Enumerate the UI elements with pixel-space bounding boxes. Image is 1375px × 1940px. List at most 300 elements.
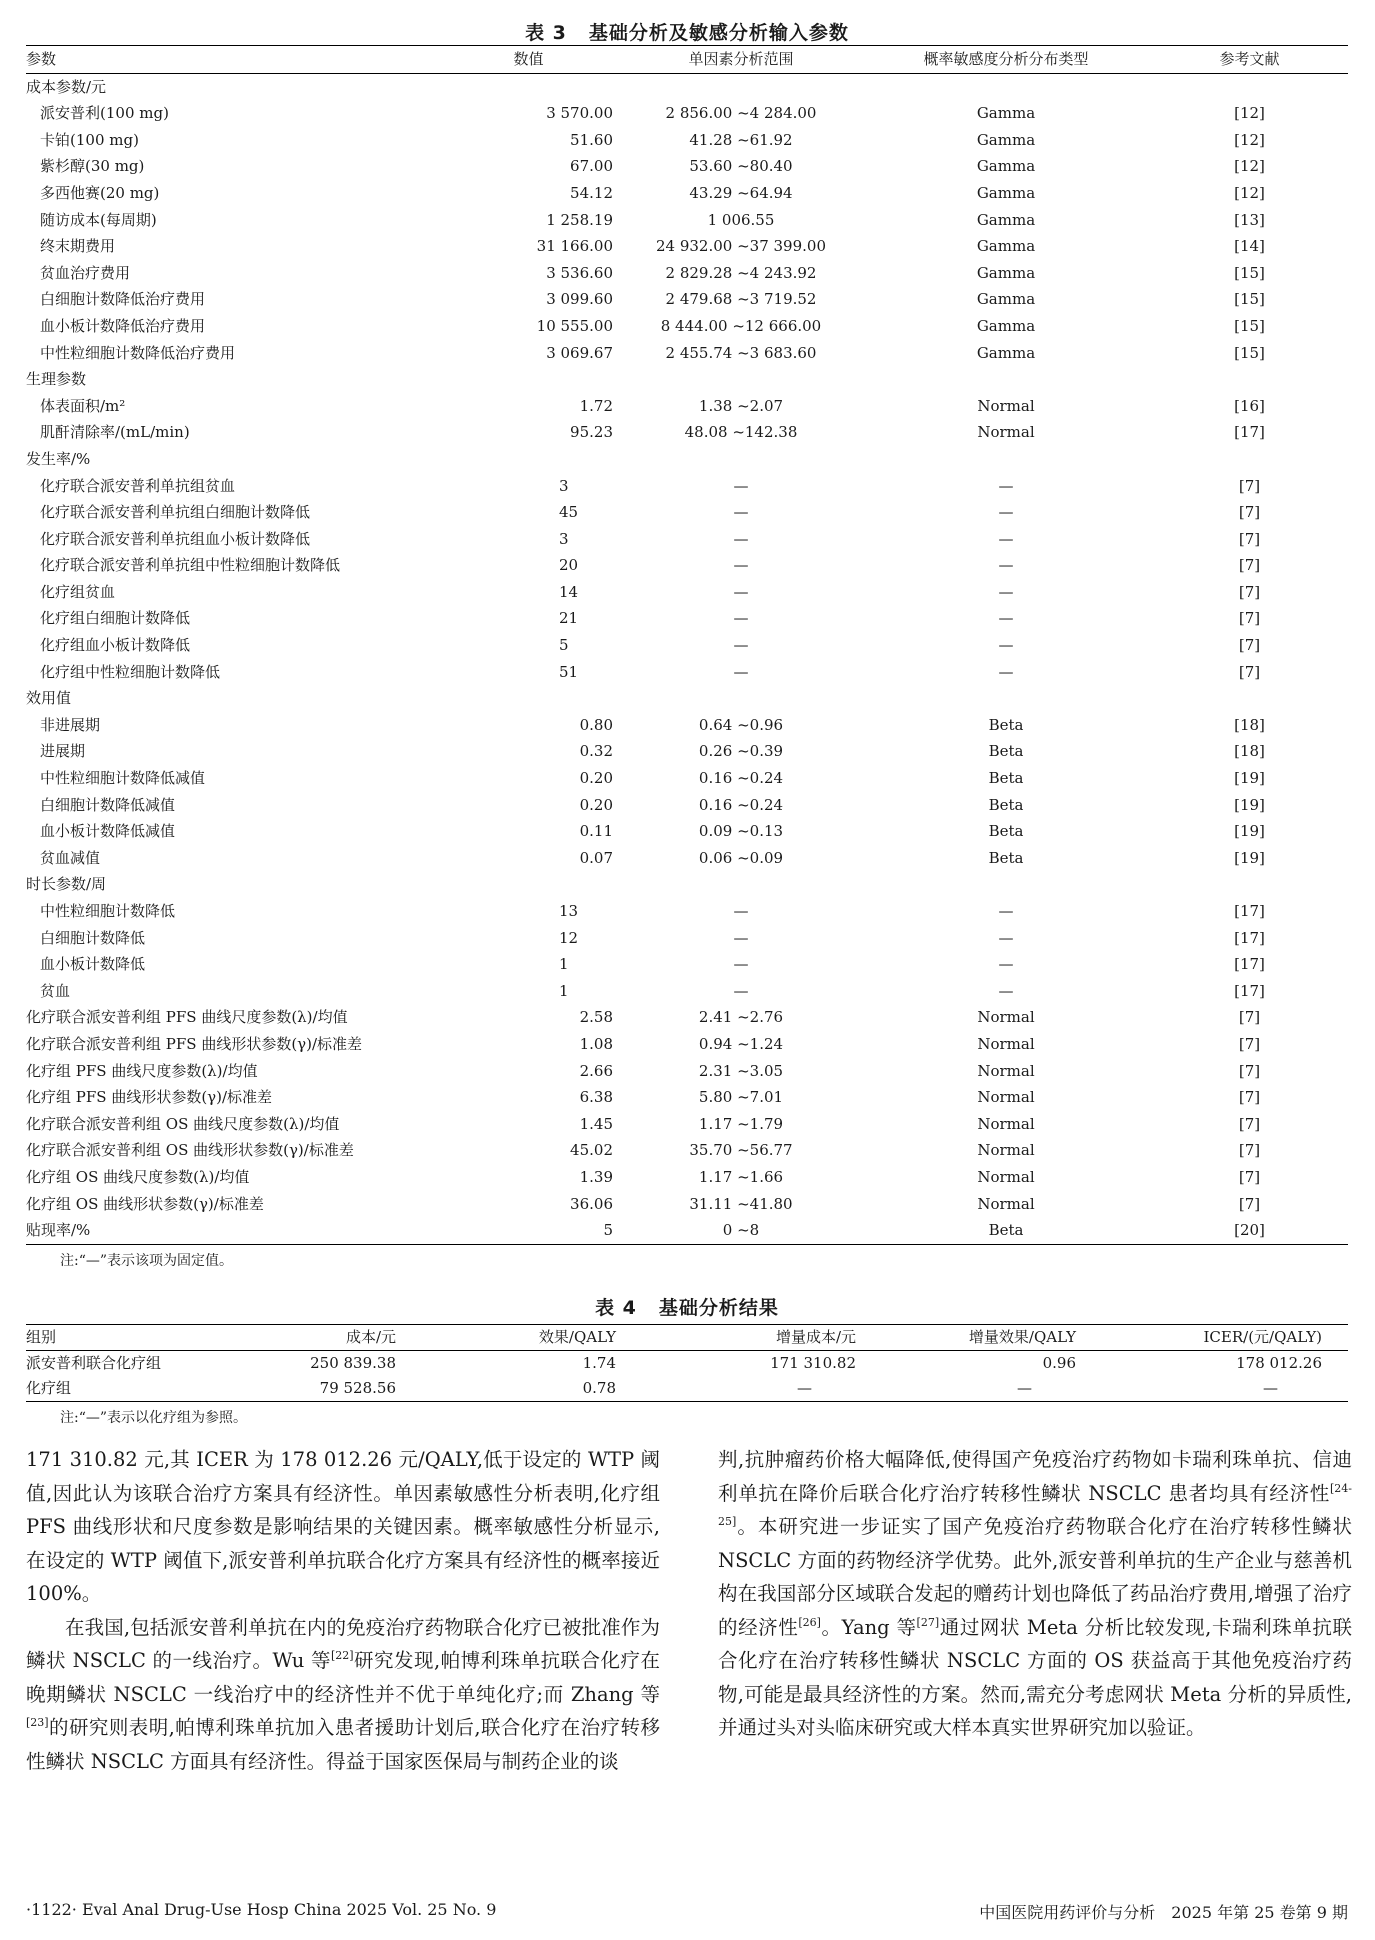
table-row [26, 127, 1348, 154]
param-dist: Beta [988, 715, 1024, 734]
citation-23: [23] [26, 1716, 49, 1729]
table-row [26, 526, 1348, 553]
table4-caption [26, 1293, 1348, 1320]
param-name: 化疗联合派安普利组 PFS 曲线尺度参数(λ)/均值 [26, 1008, 348, 1027]
param-range: 2 829.28 ~4 243.92 [665, 263, 817, 282]
param-value: 1 [559, 981, 569, 1000]
param-range: 0.94 ~1.24 [698, 1034, 784, 1053]
param-name: 贫血减值 [40, 848, 101, 867]
table-row [26, 1350, 1348, 1376]
param-range: — [733, 556, 749, 575]
param-name: 派安普利(100 mg) [40, 104, 169, 123]
param-value: 5 [559, 636, 569, 655]
param-dist: — [998, 556, 1014, 575]
param-range: 0.09 ~0.13 [698, 822, 784, 841]
param-value: 10 555.00 [536, 316, 613, 335]
param-ref: [16] [1234, 396, 1265, 415]
param-dist: Beta [988, 742, 1024, 761]
table-row [26, 1137, 1348, 1164]
table-row [26, 765, 1348, 792]
param-value: 31 166.00 [536, 237, 613, 256]
citation-22: [22] [330, 1649, 354, 1662]
param-range: 2 856.00 ~4 284.00 [665, 104, 817, 123]
param-ref: [7] [1238, 662, 1261, 681]
table-row [26, 419, 1348, 446]
param-dist: — [998, 662, 1014, 681]
table4-inc-cost: — [616, 1376, 856, 1402]
param-dist: Normal [977, 1008, 1035, 1027]
param-value: 0.32 [579, 742, 613, 761]
param-ref: [18] [1234, 742, 1265, 761]
param-range: 0.26 ~0.39 [698, 742, 784, 761]
param-ref: [7] [1238, 636, 1261, 655]
param-name: 化疗联合派安普利单抗组血小板计数降低 [40, 529, 311, 548]
param-ref: [7] [1238, 503, 1261, 522]
table3-caption [26, 18, 1348, 45]
param-dist: Normal [977, 1194, 1035, 1213]
param-name: 进展期 [40, 742, 86, 761]
param-name: 体表面积/m² [40, 396, 126, 415]
table3-header-ref: 参考文献 [1151, 46, 1348, 74]
param-value: 51 [559, 662, 579, 681]
param-value: 20 [559, 556, 579, 575]
table-row [26, 233, 1348, 260]
param-value: 1 [559, 955, 569, 974]
param-value: 95.23 [570, 423, 613, 442]
param-value: 3 099.60 [546, 290, 613, 309]
param-range: 1 006.55 [707, 210, 775, 229]
param-dist: Gamma [976, 343, 1036, 362]
param-value: 3 570.00 [546, 104, 613, 123]
table-row [26, 473, 1348, 500]
left-p2-part-a: 在我国,包括派安普利单抗在内的免疫治疗药物联合化疗已被批准作为鳞状 NSCLC 的一线治疗。Wu 等 [26, 1615, 660, 1672]
param-range: 48.08 ~142.38 [684, 423, 798, 442]
param-name: 化疗联合派安普利组 OS 曲线尺度参数(λ)/均值 [26, 1114, 340, 1133]
param-dist: — [998, 529, 1014, 548]
param-ref: [13] [1234, 210, 1265, 229]
footer-left: ·1122· Eval Anal Drug-Use Hosp China 2025 Vol. 25 No. 9 [26, 1900, 497, 1919]
param-dist: Normal [977, 1141, 1035, 1160]
table3-section-row [26, 871, 1348, 898]
page [26, 18, 1348, 1430]
param-ref: [19] [1234, 795, 1265, 814]
param-range: — [733, 582, 749, 601]
table-row [26, 605, 1348, 632]
param-ref: [19] [1234, 769, 1265, 788]
param-ref: [7] [1238, 582, 1261, 601]
param-ref: [17] [1234, 902, 1265, 920]
param-name: 化疗组中性粒细胞计数降低 [40, 662, 221, 681]
param-dist: Normal [977, 423, 1035, 442]
right-part-a: 判,抗肿瘤药价格大幅降低,使得国产免疫治疗药物如卡瑞利珠单抗、信迪利单抗在降价后联合化疗治疗转移性鳞状 NSCLC 患者均具有经济性 [718, 1448, 1352, 1505]
param-range: 43.29 ~64.94 [689, 183, 793, 202]
table3-section-row [26, 685, 1348, 712]
param-name: 化疗组血小板计数降低 [40, 636, 191, 655]
param-range: 1.17 ~1.66 [698, 1167, 784, 1186]
param-dist: — [998, 503, 1014, 522]
param-value: 51.60 [570, 130, 613, 149]
table3-section-row [26, 73, 1348, 100]
table4 [26, 1324, 1348, 1402]
param-value: 3 [559, 529, 569, 548]
param-range: — [733, 981, 749, 1000]
footer-right: 中国医院用药评价与分析 2025 年第 25 卷第 9 期 [979, 1903, 1348, 1922]
param-range: 35.70 ~56.77 [689, 1141, 793, 1160]
param-ref: [7] [1238, 1061, 1261, 1080]
param-value: 1 258.19 [546, 210, 613, 229]
param-ref: [7] [1238, 1008, 1261, 1027]
param-name: 化疗联合派安普利单抗组中性粒细胞计数降低 [40, 556, 341, 575]
param-ref: [17] [1234, 423, 1265, 442]
table4-effect: 1.74 [582, 1353, 616, 1372]
param-ref: [20] [1151, 1217, 1348, 1244]
table-row [26, 659, 1348, 686]
table4-icer: 178 012.26 [1236, 1353, 1322, 1372]
right-part-c: 。Yang 等 [820, 1615, 917, 1639]
param-ref: [7] [1238, 1141, 1261, 1160]
param-name: 化疗组贫血 [40, 582, 116, 601]
param-range: — [733, 476, 749, 495]
right-paragraph [718, 1443, 1352, 1745]
citation-27: [27] [916, 1615, 940, 1629]
param-name: 贫血治疗费用 [40, 263, 131, 282]
table-row [26, 818, 1348, 845]
table4-note: 注:“—”表示以化疗组为参照。 [60, 1409, 248, 1426]
param-range: — [733, 928, 749, 947]
param-ref: [7] [1238, 609, 1261, 628]
param-dist: Normal [977, 1114, 1035, 1133]
table-row [26, 1217, 1348, 1244]
param-dist: — [998, 582, 1014, 601]
table4-body [26, 1350, 1348, 1401]
table-row [26, 552, 1348, 579]
param-ref: [15] [1234, 343, 1265, 362]
param-dist: Gamma [976, 210, 1036, 229]
param-ref: [7] [1238, 1194, 1261, 1213]
param-range: 0.06 ~0.09 [698, 848, 784, 867]
param-range: 31.11 ~41.80 [689, 1194, 793, 1213]
param-dist: — [998, 981, 1014, 1000]
param-dist: Normal [977, 1088, 1035, 1107]
table4-icer: — [1076, 1376, 1348, 1402]
table4-header-cost: 成本/元 [216, 1324, 396, 1350]
param-range: 0.16 ~0.24 [698, 795, 784, 814]
param-range: 8 444.00 ~12 666.00 [660, 316, 822, 335]
table3-number: 表 3 [525, 22, 567, 44]
table-row [26, 180, 1348, 207]
param-dist: Beta [988, 848, 1024, 867]
table4-cost: 79 528.56 [216, 1376, 396, 1402]
citation-26: [26] [798, 1615, 821, 1629]
param-name: 随访成本(每周期) [40, 210, 157, 229]
param-value: 2.66 [579, 1061, 613, 1080]
table3-header-row [26, 46, 1348, 74]
param-name: 多西他赛(20 mg) [40, 183, 160, 202]
param-name: 紫杉醇(30 mg) [40, 157, 145, 176]
param-ref: [12] [1234, 183, 1265, 202]
right-part-b: 。本研究进一步证实了国产免疫治疗药物联合化疗在治疗转移性鳞状 NSCLC 方面的药物经济学优势。此外,派安普利单抗的生产企业与慈善机构在我国部分区域联合发起的赠药计划也降低了药品治疗费用,增强了治疗的经济性 [718, 1515, 1352, 1639]
param-name: 中性粒细胞计数降低 [40, 902, 176, 920]
param-name: 卡铂(100 mg) [40, 130, 139, 149]
table-row [26, 1191, 1348, 1218]
param-ref: [7] [1238, 476, 1261, 495]
table-row [26, 632, 1348, 659]
param-ref: [17] [1234, 955, 1265, 974]
param-dist: Beta [988, 822, 1024, 841]
param-name: 化疗联合派安普利组 OS 曲线形状参数(γ)/标准差 [26, 1141, 354, 1160]
table-row [26, 712, 1348, 739]
param-value: 45 [559, 503, 579, 522]
param-range: — [733, 636, 749, 655]
table3-section-label: 时长参数/周 [26, 875, 107, 894]
param-value: 54.12 [570, 183, 613, 202]
right-column [718, 1443, 1352, 1745]
table4-header-row [26, 1324, 1348, 1350]
param-dist: Gamma [976, 316, 1036, 335]
table-row [26, 1031, 1348, 1058]
table4-number: 表 4 [595, 1296, 637, 1319]
param-dist: — [998, 955, 1014, 974]
param-value: 21 [559, 609, 579, 628]
table3-header-dist: 概率敏感度分析分布类型 [861, 46, 1151, 74]
param-ref: [7] [1238, 529, 1261, 548]
table-row [26, 260, 1348, 287]
param-name: 化疗组 PFS 曲线尺度参数(λ)/均值 [26, 1061, 258, 1080]
table-row [26, 738, 1348, 765]
param-dist: — [998, 928, 1014, 947]
table-row [26, 845, 1348, 872]
param-dist: Gamma [976, 157, 1036, 176]
param-dist: — [998, 902, 1014, 920]
param-ref: [18] [1234, 715, 1265, 734]
param-range: — [733, 662, 749, 681]
param-dist: Normal [977, 1034, 1035, 1053]
table4-group: 化疗组 [26, 1376, 216, 1402]
param-name: 中性粒细胞计数降低减值 [40, 769, 206, 788]
param-value: 6.38 [579, 1088, 613, 1107]
table4-effect: 0.78 [396, 1376, 616, 1402]
table-row [26, 579, 1348, 606]
param-dist: Beta [861, 1217, 1151, 1244]
param-name: 贫血 [40, 981, 71, 1000]
param-name: 血小板计数降低 [40, 955, 146, 974]
table4-header-inc-effect: 增量效果/QALY [856, 1324, 1076, 1350]
table-row [26, 207, 1348, 234]
param-value: 1.08 [579, 1034, 613, 1053]
param-dist: Normal [977, 1061, 1035, 1080]
param-dist: — [998, 476, 1014, 495]
param-name: 化疗组 PFS 曲线形状参数(γ)/标准差 [26, 1088, 273, 1107]
param-value: 5 [436, 1217, 621, 1244]
param-dist: Gamma [976, 263, 1036, 282]
param-range: — [733, 529, 749, 548]
table3-header-range: 单因素分析范围 [621, 46, 861, 74]
param-value: 1.45 [579, 1114, 613, 1133]
left-p2-part-b: 研究发现,帕博利珠单抗联合化疗在晚期鳞状 NSCLC 一线治疗中的经济性并不优于单纯化疗;而 Zhang 等 [26, 1649, 660, 1706]
param-value: 3 [559, 476, 569, 495]
param-dist: Normal [977, 396, 1035, 415]
param-name: 白细胞计数降低 [40, 928, 146, 947]
table4-inc-effect: — [856, 1376, 1076, 1402]
param-value: 13 [559, 902, 579, 920]
param-range: — [733, 503, 749, 522]
param-range: 0.64 ~0.96 [698, 715, 784, 734]
param-range: 1.17 ~1.79 [698, 1114, 784, 1133]
param-range: 1.38 ~2.07 [698, 396, 784, 415]
param-range: 5.80 ~7.01 [698, 1088, 784, 1107]
table4-header-inc-cost: 增量成本/元 [616, 1324, 856, 1350]
param-name: 化疗组 OS 曲线尺度参数(λ)/均值 [26, 1167, 250, 1186]
table4-cost: 250 839.38 [310, 1353, 396, 1372]
table-row [26, 1058, 1348, 1085]
param-value: 1.39 [579, 1167, 613, 1186]
param-ref: [7] [1238, 1167, 1261, 1186]
param-range: 2.41 ~2.76 [698, 1008, 784, 1027]
table4-inc-effect: 0.96 [1042, 1353, 1076, 1372]
table-row [26, 951, 1348, 978]
param-name: 化疗组白细胞计数降低 [40, 609, 191, 628]
param-value: 3 536.60 [546, 263, 613, 282]
table3-section-label: 发生率/% [26, 449, 91, 468]
table3-body [26, 73, 1348, 1244]
param-name: 中性粒细胞计数降低治疗费用 [40, 343, 236, 362]
table-row [26, 313, 1348, 340]
table4-header-icer: ICER/(元/QALY) [1076, 1324, 1348, 1350]
table-row [26, 978, 1348, 1005]
table-row [26, 898, 1348, 925]
left-p2-part-c: 的研究则表明,帕博利珠单抗加入患者援助计划后,联合化疗在治疗转移性鳞状 NSCLC 方面具有经济性。得益于国家医保局与制药企业的谈 [26, 1716, 660, 1773]
param-name: 化疗联合派安普利组 PFS 曲线形状参数(γ)/标准差 [26, 1034, 363, 1053]
left-paragraph-1: 171 310.82 元,其 ICER 为 178 012.26 元/QALY,低于设定的 WTP 阈值,因此认为该联合治疗方案具有经济性。单因素敏感性分析表明,化疗组 PFS 曲线形状和尺度参数是影响结果的关键因素。概率敏感性分析显示,在设定的 WTP 阈值下,派安普利单抗联合化疗方案具有经济性的概率接近 100%。 [26, 1448, 660, 1605]
param-ref: [14] [1234, 237, 1265, 256]
table-row [26, 1004, 1348, 1031]
table3-section-row [26, 366, 1348, 393]
table3 [26, 45, 1348, 1245]
param-range: 2 479.68 ~3 719.52 [665, 290, 817, 309]
param-range: — [733, 902, 749, 920]
param-name: 白细胞计数降低减值 [40, 795, 176, 814]
param-dist: Gamma [976, 104, 1036, 123]
param-range: — [733, 955, 749, 974]
param-ref: [12] [1234, 130, 1265, 149]
param-range: 0 ~8 [621, 1217, 861, 1244]
param-range: 0.16 ~0.24 [698, 769, 784, 788]
param-value: 0.80 [579, 715, 613, 734]
param-value: 45.02 [570, 1141, 613, 1160]
table-row [26, 340, 1348, 367]
param-value: 0.07 [579, 848, 613, 867]
param-range: 2 455.74 ~3 683.60 [665, 343, 817, 362]
param-ref: [7] [1238, 1034, 1261, 1053]
param-value: 0.20 [579, 769, 613, 788]
table-row [26, 1164, 1348, 1191]
table-row [26, 153, 1348, 180]
table-row [26, 286, 1348, 313]
param-ref: [7] [1238, 556, 1261, 575]
table-row [26, 499, 1348, 526]
table4-header-effect: 效果/QALY [396, 1324, 616, 1350]
table4-title: 基础分析结果 [658, 1296, 779, 1319]
param-name: 化疗联合派安普利单抗组贫血 [40, 476, 236, 495]
param-ref: [7] [1238, 1088, 1261, 1107]
param-dist: — [998, 636, 1014, 655]
param-ref: [12] [1234, 157, 1265, 176]
param-name: 血小板计数降低治疗费用 [40, 316, 206, 335]
param-value: 2.58 [579, 1008, 613, 1027]
param-ref: [12] [1234, 104, 1265, 123]
table3-title: 基础分析及敏感分析输入参数 [588, 22, 849, 44]
table-row [26, 1111, 1348, 1138]
table-row [26, 792, 1348, 819]
param-dist: Gamma [976, 290, 1036, 309]
param-name: 血小板计数降低减值 [40, 822, 176, 841]
param-name: 非进展期 [40, 715, 101, 734]
param-name: 白细胞计数降低治疗费用 [40, 290, 206, 309]
param-name: 肌酐清除率/(mL/min) [40, 423, 190, 442]
param-dist: — [998, 609, 1014, 628]
table3-note: 注:“—”表示该项为固定值。 [60, 1252, 234, 1269]
param-dist: Normal [977, 1167, 1035, 1186]
param-range: — [733, 609, 749, 628]
table-row [26, 1084, 1348, 1111]
param-name: 终末期费用 [40, 237, 116, 256]
citation-24-25: [24-25] [718, 1481, 1352, 1528]
param-ref: [17] [1234, 981, 1265, 1000]
param-value: 36.06 [570, 1194, 613, 1213]
param-value: 67.00 [570, 157, 613, 176]
table-row [26, 393, 1348, 420]
table3-header-param: 参数 [26, 46, 436, 74]
param-ref: [19] [1234, 848, 1265, 867]
table3-header-value: 数值 [436, 46, 621, 74]
right-part-d: 通过网状 Meta 分析比较发现,卡瑞利珠单抗联合化疗在治疗转移性鳞状 NSCLC 方面的 OS 获益高于其他免疫治疗药物,可能是最具经济性的方案。然而,需充分考虑网状 Meta 分析的异质性,并通过头对头临床研究或大样本真实世界研究加以验证。 [718, 1615, 1352, 1739]
param-value: 0.20 [579, 795, 613, 814]
param-name: 化疗联合派安普利单抗组白细胞计数降低 [40, 503, 311, 522]
param-ref: [15] [1234, 263, 1265, 282]
param-name: 贴现率/% [26, 1217, 436, 1244]
param-value: 0.11 [579, 822, 613, 841]
table-row [26, 1376, 1348, 1402]
table4-header-group: 组别 [26, 1324, 216, 1350]
param-dist: Beta [988, 769, 1024, 788]
left-column [26, 1443, 660, 1778]
table-row [26, 100, 1348, 127]
param-range: 41.28 ~61.92 [689, 130, 793, 149]
param-ref: [17] [1234, 928, 1265, 947]
table3-section-label: 效用值 [26, 689, 72, 708]
left-paragraph-2 [26, 1611, 660, 1779]
param-value: 1.72 [579, 396, 613, 415]
table4-group: 派安普利联合化疗组 [26, 1353, 162, 1372]
param-ref: [19] [1234, 822, 1265, 841]
param-name: 化疗组 OS 曲线形状参数(γ)/标准差 [26, 1194, 264, 1213]
param-dist: Gamma [976, 237, 1036, 256]
param-ref: [15] [1234, 290, 1265, 309]
table4-inc-cost: 171 310.82 [770, 1353, 856, 1372]
param-dist: Beta [988, 795, 1024, 814]
param-value: 3 069.67 [546, 343, 613, 362]
table3-section-label: 生理参数 [26, 370, 87, 389]
param-ref: [15] [1234, 316, 1265, 335]
param-value: 12 [559, 928, 579, 947]
param-dist: Gamma [976, 130, 1036, 149]
param-range: 24 932.00 ~37 399.00 [655, 237, 827, 256]
param-value: 14 [559, 582, 579, 601]
param-range: 53.60 ~80.40 [689, 157, 793, 176]
table3-section-label: 成本参数/元 [26, 77, 107, 96]
param-range: 2.31 ~3.05 [698, 1061, 784, 1080]
table3-section-row [26, 446, 1348, 473]
